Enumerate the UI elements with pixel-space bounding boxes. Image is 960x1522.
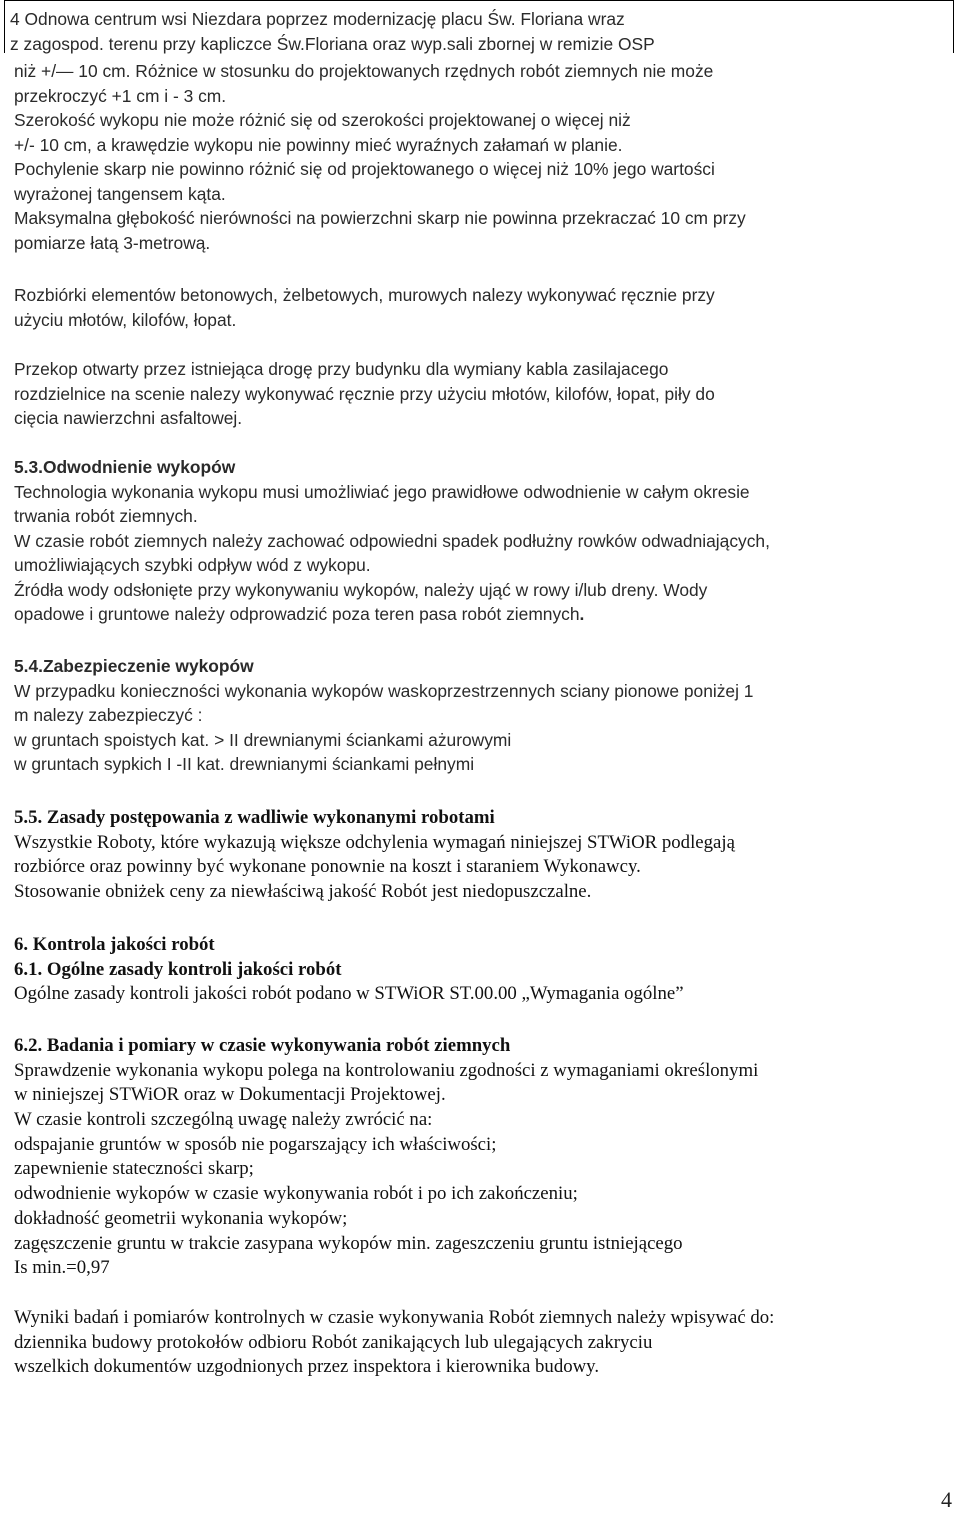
text-line: Maksymalna głębokość nierówności na powierzchni skarp nie powinna przekraczać 10 cm przy	[14, 208, 746, 228]
text-line: przekroczyć +1 cm i - 3 cm.	[14, 85, 227, 106]
text-line: Technologia wykonania wykopu musi umożliwiać jego prawidłowe odwodnienie w całym okresie	[14, 481, 750, 502]
section-number: 5.4.	[14, 656, 44, 676]
text-line: wszelkich dokumentów uzgodnionych przez inspektora i kierownika budowy.	[14, 1356, 600, 1378]
text-line: trwania robót ziemnych.	[14, 506, 198, 526]
text-line: Szerokość wykopu nie może różnić się od szerokości projektowanej o więcej niż	[14, 110, 631, 130]
text-fragment: opadowe i gruntowe należy odprowadzić poza teren pasa robót ziemnych	[14, 604, 580, 624]
results-paragraph	[14, 1306, 944, 1380]
header-line: 4 Odnowa centrum wsi Niezdara poprzez modernizację placu Św. Floriana wraz	[10, 9, 625, 29]
text-line: odspajanie gruntów w sposób nie pogarszający ich właściwości;	[14, 1133, 497, 1155]
text-line: zapewnienie stateczności skarp;	[14, 1158, 254, 1180]
text-line: wyrażonej tangensem kąta.	[14, 183, 226, 204]
text-line: zagęszczenie gruntu w trakcie zasypana wykopów min. zageszczeniu gruntu istniejącego	[14, 1232, 683, 1254]
text-line: użyciu młotów, kilofów, łopat.	[14, 309, 237, 330]
text-line: Pochylenie skarp nie powinno różnić się od projektowanego o więcej niż 10% jego wartości	[14, 159, 715, 179]
tolerance-paragraph	[14, 59, 944, 255]
text-line: w gruntach spoistych kat. > II drewnianymi ściankami ażurowymi	[14, 729, 512, 750]
demolition-paragraph	[14, 283, 944, 332]
text-line: Przekop otwarty przez istniejąca drogę przy budynku dla wymiany kabla zasilajacego	[14, 359, 669, 379]
header-title	[10, 7, 940, 56]
page-number: 4	[941, 1487, 952, 1512]
text-line: cięcia nawierzchni asfaltowej.	[14, 408, 243, 428]
text-line: Ogólne zasady kontroli jakości robót podano w STWiOR ST.00.00 „Wymagania ogólne”	[14, 983, 684, 1005]
section-heading: 5.5. Zasady postępowania z wadliwie wykonanymi robotami	[14, 807, 495, 828]
section-5-5	[14, 806, 944, 905]
text-line: w niniejszej STWiOR oraz w Dokumentacji Projektowej.	[14, 1084, 446, 1106]
section-heading	[14, 654, 944, 679]
section-6-2	[14, 1034, 944, 1281]
trench-paragraph	[14, 357, 944, 431]
text-line: Wyniki badań i pomiarów kontrolnych w czasie wykonywania Robót ziemnych należy wpisywać do:	[14, 1307, 775, 1328]
text-line: m nalezy zabezpieczyć :	[14, 705, 203, 725]
section-5-4	[14, 654, 944, 777]
section-title: Zabezpieczenie wykopów	[43, 656, 254, 676]
text-line: umożliwiających szybki odpływ wód z wykopu.	[14, 555, 371, 575]
section-heading: 6.1. Ogólne zasady kontroli jakości robót	[14, 958, 342, 980]
text-line: Stosowanie obniżek ceny za niewłaściwą jakość Robót jest niedopuszczalne.	[14, 881, 592, 903]
text-line: odwodnienie wykopów w czasie wykonywania robót i po ich zakończeniu;	[14, 1183, 578, 1205]
text-line: rozdzielnice na scenie nalezy wykonywać ręcznie przy użyciu młotów, kilofów, łopat, piły do	[14, 383, 715, 404]
text-line: W czasie kontroli szczególną uwagę należy zwrócić na:	[14, 1109, 433, 1131]
text-line: Is min.=0,97	[14, 1257, 110, 1279]
text-line: Wszystkie Roboty, które wykazują większe odchylenia wymagań niniejszej STWiOR podlegają	[14, 831, 735, 853]
section-6	[14, 933, 944, 1007]
text-line: dziennika budowy protokołów odbioru Robót zanikających lub ulegających zakryciu	[14, 1331, 653, 1353]
header-line: z zagospod. terenu przy kapliczce Św.Floriana oraz wyp.sali zbornej w remizie OSP	[10, 33, 655, 54]
section-heading	[14, 455, 944, 480]
text-line: w gruntach sypkich I -II kat. drewnianymi ściankami pełnymi	[14, 754, 475, 774]
text-line: rozbiórce oraz powinny być wykonane ponownie na koszt i staraniem Wykonawcy.	[14, 856, 641, 878]
text-line: niż +/— 10 cm. Różnice w stosunku do projektowanych rzędnych robót ziemnych nie może	[14, 61, 714, 81]
text-line: pomiarze łatą 3-metrową.	[14, 232, 211, 253]
section-heading: 6.2. Badania i pomiary w czasie wykonywania robót ziemnych	[14, 1035, 511, 1056]
text-line: W przypadku konieczności wykonania wykopów waskoprzestrzennych sciany pionowe poniżej 1	[14, 680, 754, 701]
text-line: Źródła wody odsłonięte przy wykonywaniu wykopów, należy ująć w rowy i/lub dreny. Wody	[14, 579, 708, 600]
text-line: Rozbiórki elementów betonowych, żelbetowych, murowych nalezy wykonywać ręcznie przy	[14, 285, 715, 305]
text-line-last	[14, 602, 944, 627]
bold-period: .	[579, 604, 585, 624]
text-line: dokładność geometrii wykonania wykopów;	[14, 1207, 348, 1229]
text-line: +/- 10 cm, a krawędzie wykopu nie powinny mieć wyraźnych załamań w planie.	[14, 134, 623, 155]
section-number: 5.3.	[14, 457, 44, 477]
text-line: Sprawdzenie wykonania wykopu polega na kontrolowaniu zgodności z wymaganiami określonymi	[14, 1059, 759, 1081]
section-title: Odwodnienie wykopów	[43, 457, 236, 477]
section-5-3	[14, 455, 944, 627]
chapter-heading: 6. Kontrola jakości robót	[14, 934, 215, 955]
text-line: W czasie robót ziemnych należy zachować odpowiedni spadek podłużny rowków odwadniających,	[14, 530, 770, 551]
